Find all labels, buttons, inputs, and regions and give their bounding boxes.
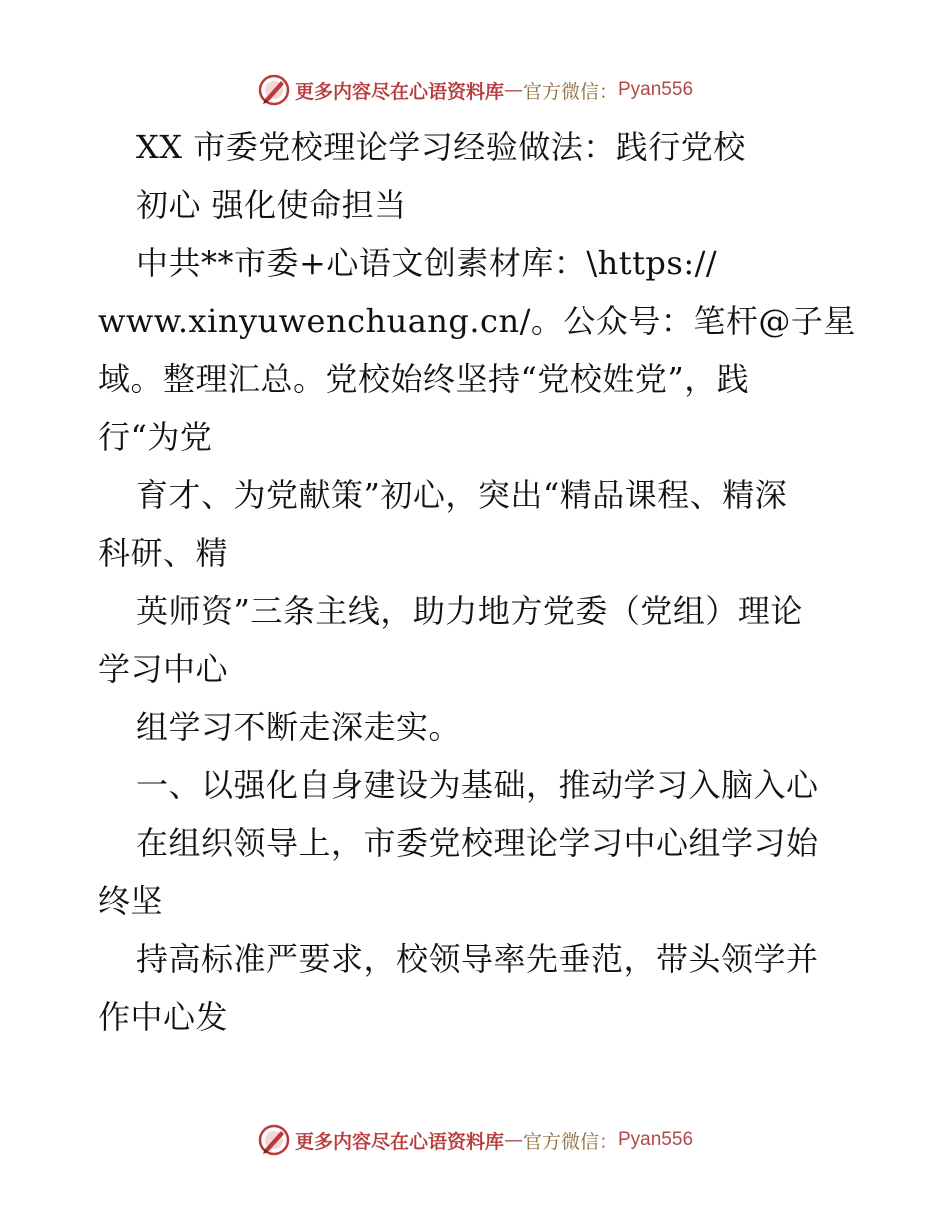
- paragraph-line: 行“为党: [98, 418, 213, 456]
- document-body: [98, 118, 858, 1046]
- paragraph-line: 持高标准严要求，校领导率先垂范，带头领学并: [136, 940, 819, 978]
- paragraph-line: 组学习不断走深走实。: [136, 708, 462, 746]
- paragraph-line: 域。整理汇总。党校始终坚持“党校姓党”，践: [98, 360, 750, 398]
- watermark-dash: —: [503, 1129, 523, 1151]
- paragraph-line: 终坚: [98, 882, 164, 920]
- paragraph-line: 中共**市委+心语文创素材库：\https://: [136, 244, 718, 282]
- watermark-brand: 更多内容尽在心语资料库: [294, 80, 504, 103]
- paragraph-line: 在组织领导上，市委党校理论学习中心组学习始: [136, 824, 819, 862]
- header-watermark: [0, 70, 950, 110]
- paragraph-line: 学习中心: [98, 650, 229, 688]
- paragraph-line: 作中心发: [98, 998, 229, 1036]
- paragraph-line: 育才、为党献策”初心，突出“精品课程、精深: [136, 476, 788, 514]
- title-line-1: XX 市委党校理论学习经验做法：践行党校: [136, 128, 746, 166]
- watermark-wechat-id: Pyan556: [618, 79, 694, 100]
- watermark-wechat-id: Pyan556: [618, 1129, 694, 1150]
- title-line-2: 初心 强化使命担当: [136, 186, 407, 224]
- watermark-official-label: 官方微信：: [522, 1130, 618, 1153]
- pen-logo-icon: [257, 1123, 291, 1157]
- paragraph-line: 科研、精: [98, 534, 229, 572]
- watermark-official-label: 官方微信：: [522, 80, 618, 103]
- section-heading: 一、以强化自身建设为基础，推动学习入脑入心: [136, 766, 819, 804]
- watermark-brand: 更多内容尽在心语资料库: [294, 1130, 504, 1153]
- paragraph-line: 英师资”三条主线，助力地方党委（党组）理论: [136, 592, 803, 630]
- footer-watermark: [0, 1120, 950, 1160]
- watermark-dash: —: [503, 79, 523, 101]
- paragraph-line: www.xinyuwenchuang.cn/。公众号：笔杆@子星: [98, 302, 856, 340]
- pen-logo-icon: [257, 73, 291, 107]
